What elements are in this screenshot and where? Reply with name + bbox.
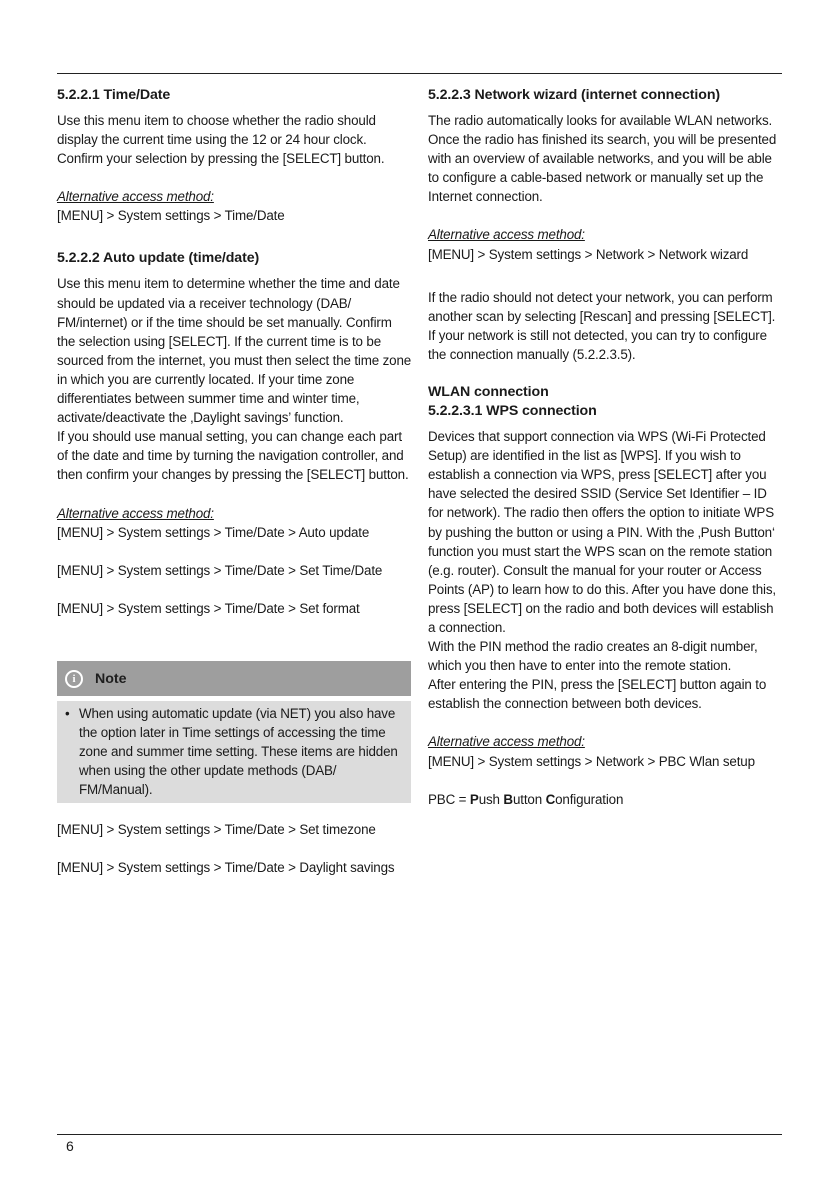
pbc-definition	[428, 790, 784, 809]
menu-path: [MENU] > System settings > Time/Date	[57, 208, 285, 224]
paragraph: Use this menu item to determine whether the time and date should be updated via a receiver technology (DAB/ FM/internet) or if the time should be set manually. Confirm the selection using [SELECT]. If the current time is to be sourced from the internet, you must then select the time zone in which you are currently located. If your time zone differentiates between summer time and winter time, activate/deactivate the ‚Daylight savings’ function.	[57, 276, 412, 426]
bottom-rule	[57, 1134, 782, 1135]
page-number: 6	[66, 1138, 74, 1154]
pbc-prefix: PBC =	[428, 791, 470, 807]
note-header	[57, 661, 411, 696]
right-column	[428, 86, 784, 809]
menu-path: [MENU] > System settings > Time/Date > Set Time/Date	[57, 562, 383, 578]
menu-path: [MENU] > System settings > Time/Date > Auto update	[57, 524, 370, 540]
note-box	[57, 661, 411, 803]
alt-access-label: Alternative access method:	[428, 734, 585, 750]
menu-path: [MENU] > System settings > Time/Date > Daylight savings	[57, 860, 395, 876]
section-title-time-date: 5.2.2.1 Time/Date	[57, 87, 171, 103]
paragraph: The radio automatically looks for available WLAN networks. Once the radio has finished its search, you will be presented with an overview of available networks, and you will be able to configure a cable-based network or manually set up the Internet connection.	[428, 113, 777, 205]
pbc-text: ush	[478, 791, 504, 807]
section-title-wlan-connection: WLAN connection	[428, 384, 549, 401]
paragraph: If the radio should not detect your network, you can perform another scan by selecting [Rescan] and pressing [SELECT]. If your network is still not detected, you can try to configure the connection manually (5.2.2.3.5).	[428, 289, 776, 362]
pbc-text: onfiguration	[555, 791, 624, 807]
section-title-auto-update: 5.2.2.2 Auto update (time/date)	[57, 250, 260, 267]
paragraph: With the PIN method the radio creates an 8-digit number, which you then have to enter into the remote station.	[428, 639, 758, 674]
menu-path: [MENU] > System settings > Network > PBC Wlan setup	[428, 753, 755, 769]
section-title-network-wizard: 5.2.2.3 Network wizard (internet connection)	[428, 87, 721, 103]
pbc-letter-p: P	[469, 791, 479, 807]
info-icon: i	[65, 670, 83, 688]
pbc-letter-b: B	[503, 791, 513, 807]
menu-path: [MENU] > System settings > Time/Date > Set timezone	[57, 822, 376, 837]
note-item: • When using automatic update (via NET) you also have the option later in Time settings of accessing the time zone and summer time setting. These items are hidden when using the other update methods (DAB/ FM/Manual).	[79, 704, 401, 799]
note-title: Note	[95, 670, 127, 687]
top-rule	[57, 73, 782, 74]
note-body	[57, 701, 411, 803]
menu-path: [MENU] > System settings > Network > Network wizard	[428, 246, 749, 262]
pbc-text: utton	[512, 791, 546, 807]
menu-path: [MENU] > System settings > Time/Date > Set format	[57, 600, 360, 616]
alt-access-label: Alternative access method:	[57, 505, 214, 521]
paragraph: If you should use manual setting, you can change each part of the date and time by turning the navigation controller, and then confirm your changes by pressing the [SELECT] button.	[57, 429, 409, 483]
alt-access-label: Alternative access method:	[428, 227, 585, 243]
pbc-letter-c: C	[545, 791, 556, 807]
section-title-wps-connection: 5.2.2.3.1 WPS connection	[428, 403, 597, 420]
alt-access-label: Alternative access method:	[57, 189, 214, 205]
paragraph: Use this menu item to choose whether the radio should display the current time using the 12 or 24 hour clock. Confirm your selection by pressing the [SELECT] button.	[57, 113, 385, 167]
paragraph: After entering the PIN, press the [SELECT] button again to establish the connection between both devices.	[428, 677, 767, 712]
left-column	[57, 86, 413, 618]
left-column-after-note	[57, 820, 413, 877]
paragraph: Devices that support connection via WPS (Wi-Fi Protected Setup) are identified in the list as [WPS]. If you wish to establish a connection via WPS, press [SELECT] after you have selected the desired SSID (Service Set Identifier – ID for network). The radio then offers the option to initiate WPS by pushing the button or using a PIN. With the ‚Push Button‘ function you must start the WPS scan on the remote station (e.g. router). Consult the manual for your router or Access Points (AP) to learn how to do this. After you have done this, press [SELECT] on the radio and both devices will establish a connection.	[428, 429, 776, 635]
